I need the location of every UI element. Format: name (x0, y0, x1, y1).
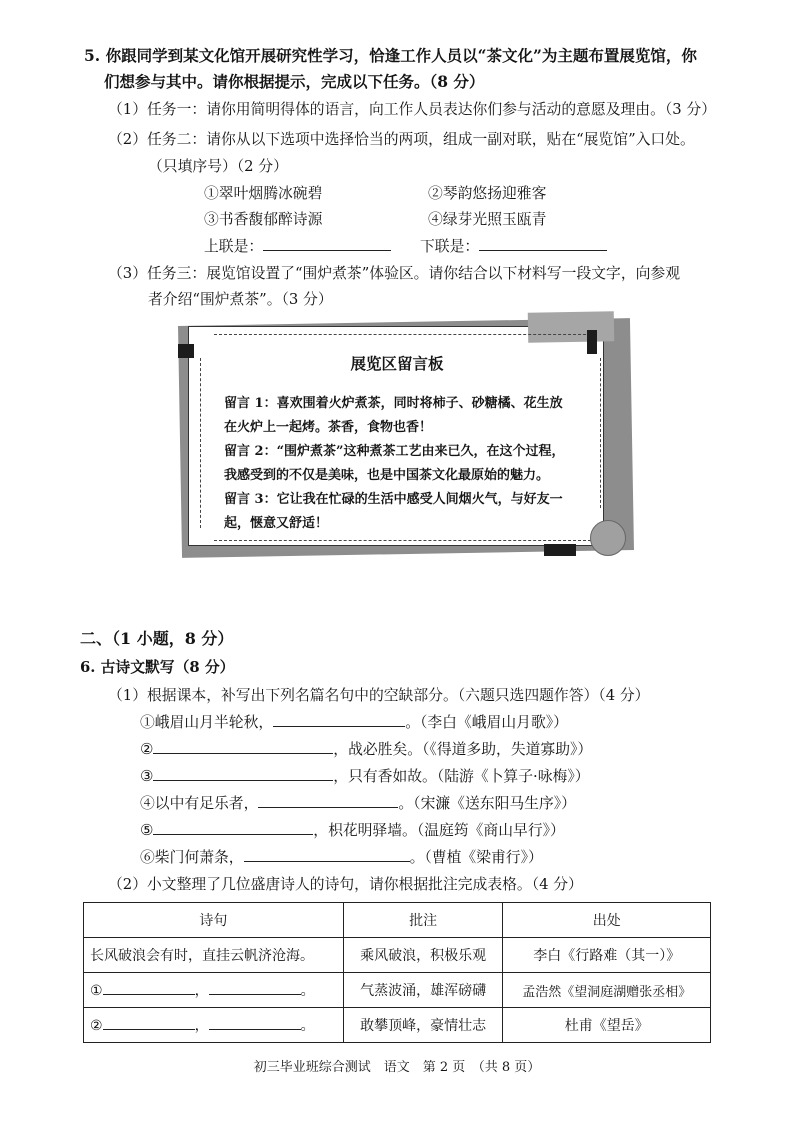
recitation-line-2 (140, 738, 592, 759)
table-source-cell: 孟浩然《望洞庭湖赠张丞相》 (503, 973, 711, 1008)
table-note-cell: 乘风破浪，积极乐观 (343, 938, 503, 973)
recitation-line-1 (140, 711, 568, 732)
recitation-line-2-pre: ② (140, 741, 154, 758)
recitation-blank-2[interactable] (153, 739, 333, 754)
poetry-table (83, 902, 711, 1043)
table-source-cell: 李白《行路难（其一）》 (503, 938, 711, 973)
row-number: ② (90, 1018, 103, 1034)
board-left-dash (200, 358, 201, 528)
recitation-line-4-post: 。（宋濂《送东阳马生序》） (398, 795, 576, 812)
couplet-option-2: ②琴韵悠扬迎雅客 (428, 185, 547, 202)
board-top-dash (214, 334, 596, 335)
board-line-1: 留言 1：喜欢围着火炉煮茶，同时将柿子、砂糖橘、花生放 (224, 396, 563, 411)
recitation-line-5-post: ，枳花明驿墙。（温庭筠《商山早行》） (313, 822, 565, 839)
table-note-cell: 气蒸波涌，雄浑磅礴 (343, 973, 503, 1008)
board-title: 展览区留言板 (350, 355, 444, 373)
upper-couplet-blank[interactable] (263, 236, 391, 251)
recitation-line-6 (140, 846, 543, 867)
verse-blank-a[interactable] (103, 1015, 195, 1030)
verse-blank-b[interactable] (209, 1015, 301, 1030)
board-line-3: 留言 2：“围炉煮茶”这种煮茶工艺由来已久，在这个过程， (224, 444, 565, 459)
recitation-line-6-pre: ⑥柴门何萧条， (140, 849, 244, 866)
recitation-line-3 (140, 765, 590, 786)
board-tape (528, 311, 615, 342)
comma: ， (194, 983, 209, 999)
table-row (84, 938, 711, 973)
couplet-option-3: ③书香馥郁醉诗源 (204, 211, 323, 228)
recitation-line-6-post: 。（曹植《梁甫行》） (409, 849, 543, 866)
q5-task1: （1）任务一：请你用简明得体的语言，向工作人员表达你们参与活动的意愿及理由。（3 分） (108, 101, 717, 118)
board-right-dash (600, 358, 601, 508)
table-verse-cell (84, 1008, 344, 1043)
board-bottom-dash (214, 540, 596, 541)
table-header-note: 批注 (343, 903, 503, 938)
upper-couplet-label: 上联是： (204, 238, 264, 255)
board-circle (590, 520, 626, 556)
period: 。 (300, 983, 315, 999)
board-line-2: 在火炉上一起烤。茶香，食物也香！ (224, 420, 433, 435)
q5-task3-line1: （3）任务三：展览馆设置了“围炉煮茶”体验区。请你结合以下材料写一段文字，向参观 (108, 265, 681, 282)
q5-task2-line1: （2）任务二：请你从以下选项中选择恰当的两项，组成一副对联，贴在“展览馆”入口处。 (108, 131, 695, 148)
table-note-cell: 敢攀顶峰，豪情壮志 (343, 1008, 503, 1043)
table-row (84, 1008, 711, 1043)
couplet-option-4: ④绿芽光照玉瓯青 (428, 211, 547, 228)
board-line-4: 我感受到的不仅是美味，也是中国茶文化最原始的魅力。 (224, 468, 550, 483)
table-header-source: 出处 (503, 903, 711, 938)
recitation-line-2-post: ，战必胜矣。（《得道多助，失道寡助》） (333, 741, 593, 758)
recitation-blank-1[interactable] (273, 712, 405, 727)
couplet-option-1: ①翠叶烟腾冰碗碧 (204, 185, 323, 202)
table-header-verse: 诗句 (84, 903, 344, 938)
q6-title: 6. 古诗文默写（8 分） (80, 659, 235, 676)
table-source-cell: 杜甫《望岳》 (503, 1008, 711, 1043)
table-row (84, 973, 711, 1008)
recitation-line-5-pre: ⑤ (140, 822, 154, 839)
table-verse-cell: 长风破浪会有时，直挂云帆济沧海。 (84, 938, 344, 973)
comma: ， (194, 1018, 209, 1034)
recitation-blank-5[interactable] (153, 820, 313, 835)
row-number: ① (90, 983, 103, 999)
q6-part2: （2）小文整理了几位盛唐诗人的诗句，请你根据批注完成表格。（4 分） (108, 876, 583, 893)
recitation-blank-3[interactable] (153, 766, 333, 781)
board-line-6: 起，惬意又舒适！ (224, 516, 329, 531)
q6-part1: （1）根据课本，补写出下列名篇名句中的空缺部分。（六题只选四题作答）（4 分） (108, 687, 650, 704)
q5-task2-line2: （只填序号）（2 分） (148, 158, 288, 175)
lower-couplet-label: 下联是： (420, 238, 480, 255)
recitation-line-3-pre: ③ (140, 768, 154, 785)
lower-couplet-row (420, 235, 607, 256)
recitation-line-1-pre: ①峨眉山月半轮秋， (140, 714, 274, 731)
section2-heading: 二、（1 小题，8 分） (80, 629, 234, 648)
board-line-5: 留言 3：它让我在忙碌的生活中感受人间烟火气，与好友一 (224, 492, 563, 507)
q5-intro-line2: 们想参与其中。请你根据提示，完成以下任务。（8 分） (104, 72, 485, 91)
upper-couplet-row (204, 235, 391, 256)
verse-blank-b[interactable] (209, 980, 301, 995)
recitation-line-4 (140, 792, 576, 813)
board-corner-square-right (587, 330, 597, 354)
q5-intro-line1: 5. 你跟同学到某文化馆开展研究性学习，恰逢工作人员以“茶文化”为主题布置展览馆，你 (84, 46, 697, 65)
period: 。 (300, 1018, 315, 1034)
recitation-line-4-pre: ④以中有足乐者， (140, 795, 259, 812)
lower-couplet-blank[interactable] (479, 236, 607, 251)
recitation-line-1-post: 。（李白《峨眉山月歌》） (405, 714, 568, 731)
recitation-blank-4[interactable] (258, 793, 398, 808)
page-footer: 初三毕业班综合测试 语文 第 2 页 （共 8 页） (253, 1060, 541, 1075)
verse-blank-a[interactable] (103, 980, 195, 995)
board-bottom-square (544, 544, 576, 556)
table-verse-cell (84, 973, 344, 1008)
recitation-line-3-post: ，只有香如故。（陆游《卜算子·咏梅》） (333, 768, 590, 785)
recitation-line-5 (140, 819, 565, 840)
table-header-row (84, 903, 711, 938)
q5-task3-line2: 者介绍“围炉煮茶”。（3 分） (148, 291, 333, 308)
recitation-blank-6[interactable] (244, 847, 410, 862)
